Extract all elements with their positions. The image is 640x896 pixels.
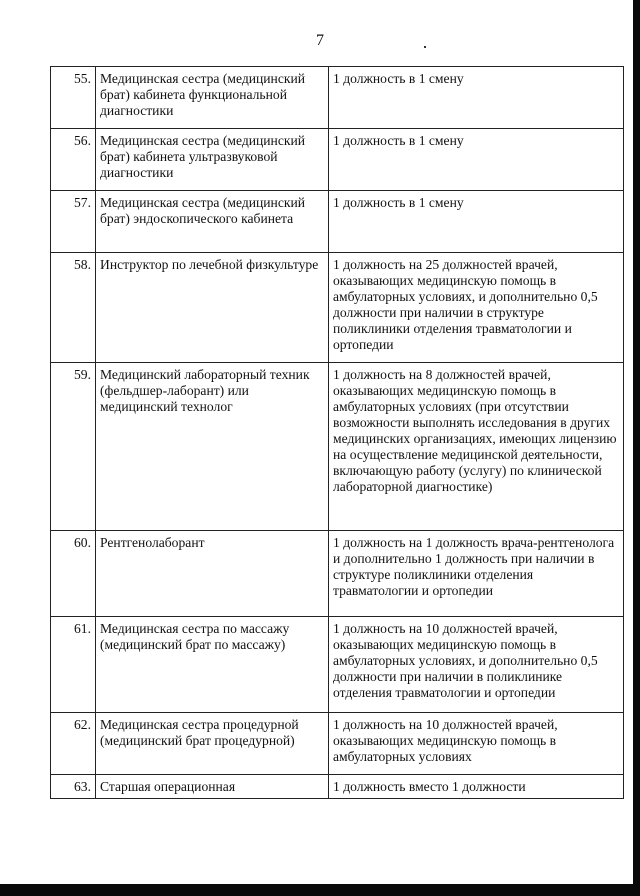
staffing-norm: 1 должность на 10 должностей врачей, оказывающих медицинскую помощь в амбулаторных условиях, и дополнительно 0,5 должности при наличии в поликлинике отделения травматологии и ортопедии — [329, 617, 624, 713]
staffing-norm: 1 должность в 1 смену — [329, 67, 624, 129]
staffing-table — [50, 66, 624, 799]
row-number: 62. — [51, 713, 96, 775]
row-number: 60. — [51, 531, 96, 617]
row-number: 63. — [51, 775, 96, 799]
row-number: 55. — [51, 67, 96, 129]
table-row — [51, 191, 624, 253]
position-name: Медицинская сестра по массажу (медицинский брат по массажу) — [96, 617, 329, 713]
table-row — [51, 363, 624, 531]
position-name: Медицинская сестра (медицинский брат) кабинета ультразвуковой диагностики — [96, 129, 329, 191]
table-row — [51, 617, 624, 713]
page-number: 7 — [316, 32, 324, 49]
scan-border-right — [633, 0, 640, 896]
position-name: Инструктор по лечебной физкультуре — [96, 253, 329, 363]
position-name: Медицинская сестра (медицинский брат) эндоскопического кабинета — [96, 191, 329, 253]
scan-speck — [424, 46, 426, 48]
table-row — [51, 531, 624, 617]
staffing-norm: 1 должность на 10 должностей врачей, оказывающих медицинскую помощь в амбулаторных условиях — [329, 713, 624, 775]
staffing-norm: 1 должность на 1 должность врача-рентгенолога и дополнительно 1 должность при наличии в структуре поликлиники отделения травматологии и ортопедии — [329, 531, 624, 617]
table-row — [51, 775, 624, 799]
scan-border-bottom — [0, 884, 640, 896]
row-number: 57. — [51, 191, 96, 253]
position-name: Рентгенолаборант — [96, 531, 329, 617]
table-body — [51, 67, 624, 799]
staffing-norm: 1 должность на 8 должностей врачей, оказывающих медицинскую помощь в амбулаторных условиях (при отсутствии возможности выполнять исследования в других медицинских организациях, имеющих лицензию на осуществление медицинской деятельности, включающую работу (услугу) по клинической лабораторной диагностике) — [329, 363, 624, 531]
row-number: 56. — [51, 129, 96, 191]
position-name: Медицинская сестра процедурной (медицинский брат процедурной) — [96, 713, 329, 775]
row-number: 58. — [51, 253, 96, 363]
table-row — [51, 713, 624, 775]
row-number: 59. — [51, 363, 96, 531]
table-row — [51, 129, 624, 191]
staffing-norm: 1 должность на 25 должностей врачей, оказывающих медицинскую помощь в амбулаторных условиях, и дополнительно 0,5 должности при наличии в структуре поликлиники отделения травматологии и ортопедии — [329, 253, 624, 363]
staffing-norm: 1 должность в 1 смену — [329, 129, 624, 191]
table-row — [51, 253, 624, 363]
table-row — [51, 67, 624, 129]
position-name: Старшая операционная — [96, 775, 329, 799]
row-number: 61. — [51, 617, 96, 713]
position-name: Медицинская сестра (медицинский брат) кабинета функциональной диагностики — [96, 67, 329, 129]
staffing-norm: 1 должность в 1 смену — [329, 191, 624, 253]
staffing-norm: 1 должность вместо 1 должности — [329, 775, 624, 799]
position-name: Медицинский лабораторный техник (фельдшер-лаборант) или медицинский технолог — [96, 363, 329, 531]
